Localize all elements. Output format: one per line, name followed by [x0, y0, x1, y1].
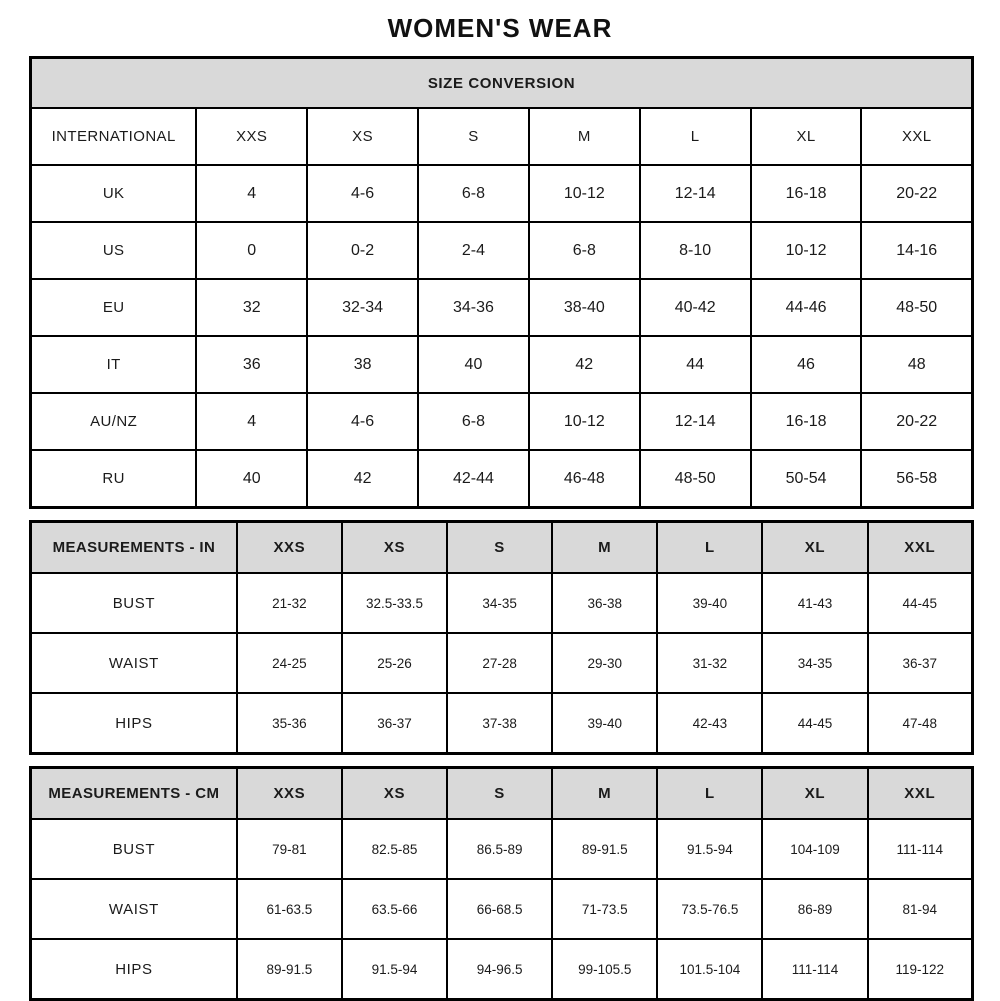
measurement-cell: 34-35	[447, 573, 552, 633]
size-cell: 48-50	[861, 279, 972, 336]
measurements-cm-header-row	[31, 768, 973, 820]
measurement-cell: 36-38	[552, 573, 657, 633]
size-column-header: XS	[342, 768, 447, 820]
measurement-cell: 31-32	[657, 633, 762, 693]
size-cell: 32-34	[307, 279, 418, 336]
measurement-label: BUST	[31, 819, 237, 879]
region-label: EU	[31, 279, 197, 336]
region-label: UK	[31, 165, 197, 222]
measurement-cell: 44-45	[868, 573, 973, 633]
measurement-cell: 111-114	[868, 819, 973, 879]
measurement-cell: 86-89	[762, 879, 867, 939]
measurement-label: HIPS	[31, 693, 237, 754]
size-column-label: S	[418, 108, 529, 165]
size-column-label: XS	[307, 108, 418, 165]
size-cell: 14-16	[861, 222, 972, 279]
size-cell: 12-14	[640, 393, 751, 450]
size-cell: 44	[640, 336, 751, 393]
measurement-row-hips	[31, 693, 973, 754]
measurement-cell: 39-40	[552, 693, 657, 754]
international-sizes-row	[31, 108, 973, 165]
size-cell: 40-42	[640, 279, 751, 336]
size-conversion-table	[29, 56, 974, 509]
size-cell: 6-8	[418, 165, 529, 222]
measurement-label: WAIST	[31, 879, 237, 939]
measurement-label: WAIST	[31, 633, 237, 693]
size-cell: 16-18	[751, 165, 862, 222]
size-row-au-nz	[31, 393, 973, 450]
measurement-cell: 81-94	[868, 879, 973, 939]
size-column-header: XXS	[237, 522, 342, 574]
measurement-cell: 86.5-89	[447, 819, 552, 879]
measurement-cell: 36-37	[868, 633, 973, 693]
size-column-header: XXS	[237, 768, 342, 820]
measurement-row-hips	[31, 939, 973, 1000]
measurement-row-waist	[31, 633, 973, 693]
size-column-label: XL	[751, 108, 862, 165]
size-cell: 12-14	[640, 165, 751, 222]
measurements-in-title: MEASUREMENTS - IN	[31, 522, 237, 574]
measurement-cell: 24-25	[237, 633, 342, 693]
size-row-ru	[31, 450, 973, 508]
region-label: AU/NZ	[31, 393, 197, 450]
measurement-row-bust	[31, 573, 973, 633]
size-cell: 46-48	[529, 450, 640, 508]
size-column-label: L	[640, 108, 751, 165]
size-column-header: S	[447, 522, 552, 574]
size-cell: 42	[307, 450, 418, 508]
size-cell: 46	[751, 336, 862, 393]
size-cell: 6-8	[418, 393, 529, 450]
size-cell: 44-46	[751, 279, 862, 336]
measurement-cell: 119-122	[868, 939, 973, 1000]
size-cell: 10-12	[529, 393, 640, 450]
size-column-header: XL	[762, 522, 867, 574]
size-row-uk	[31, 165, 973, 222]
size-cell: 16-18	[751, 393, 862, 450]
size-cell: 38-40	[529, 279, 640, 336]
measurement-cell: 89-91.5	[237, 939, 342, 1000]
measurements-cm-title: MEASUREMENTS - CM	[31, 768, 237, 820]
size-cell: 10-12	[529, 165, 640, 222]
measurement-cell: 35-36	[237, 693, 342, 754]
measurement-cell: 91.5-94	[657, 819, 762, 879]
size-row-eu	[31, 279, 973, 336]
size-conversion-header-row	[31, 58, 973, 109]
measurements-in-header-row	[31, 522, 973, 574]
measurement-cell: 44-45	[762, 693, 867, 754]
measurement-cell: 82.5-85	[342, 819, 447, 879]
measurement-label: BUST	[31, 573, 237, 633]
size-cell: 20-22	[861, 393, 972, 450]
size-cell: 32	[196, 279, 307, 336]
size-column-label: M	[529, 108, 640, 165]
measurement-cell: 89-91.5	[552, 819, 657, 879]
region-label: IT	[31, 336, 197, 393]
measurement-cell: 27-28	[447, 633, 552, 693]
measurement-cell: 101.5-104	[657, 939, 762, 1000]
size-cell: 56-58	[861, 450, 972, 508]
size-cell: 6-8	[529, 222, 640, 279]
measurements-cm-table	[29, 766, 974, 1001]
measurement-row-bust	[31, 819, 973, 879]
measurements-in-table	[29, 520, 974, 755]
measurement-cell: 104-109	[762, 819, 867, 879]
measurement-cell: 41-43	[762, 573, 867, 633]
measurement-cell: 91.5-94	[342, 939, 447, 1000]
size-cell: 10-12	[751, 222, 862, 279]
size-column-header: S	[447, 768, 552, 820]
measurement-label: HIPS	[31, 939, 237, 1000]
size-cell: 38	[307, 336, 418, 393]
size-cell: 40	[196, 450, 307, 508]
measurement-cell: 79-81	[237, 819, 342, 879]
size-column-header: XXL	[868, 768, 973, 820]
size-cell: 40	[418, 336, 529, 393]
measurement-cell: 29-30	[552, 633, 657, 693]
measurement-cell: 66-68.5	[447, 879, 552, 939]
measurement-cell: 37-38	[447, 693, 552, 754]
size-column-header: L	[657, 522, 762, 574]
size-column-header: M	[552, 768, 657, 820]
size-column-label: XXS	[196, 108, 307, 165]
size-cell: 4-6	[307, 393, 418, 450]
measurement-cell: 63.5-66	[342, 879, 447, 939]
measurement-cell: 94-96.5	[447, 939, 552, 1000]
size-column-header: XL	[762, 768, 867, 820]
size-cell: 34-36	[418, 279, 529, 336]
measurement-row-waist	[31, 879, 973, 939]
size-cell: 8-10	[640, 222, 751, 279]
international-label: INTERNATIONAL	[31, 108, 197, 165]
measurement-cell: 42-43	[657, 693, 762, 754]
size-cell: 0	[196, 222, 307, 279]
size-cell: 2-4	[418, 222, 529, 279]
size-column-label: XXL	[861, 108, 972, 165]
measurement-cell: 34-35	[762, 633, 867, 693]
size-cell: 48-50	[640, 450, 751, 508]
measurement-cell: 39-40	[657, 573, 762, 633]
size-cell: 42	[529, 336, 640, 393]
size-column-header: L	[657, 768, 762, 820]
region-label: RU	[31, 450, 197, 508]
measurement-cell: 61-63.5	[237, 879, 342, 939]
size-column-header: M	[552, 522, 657, 574]
measurement-cell: 21-32	[237, 573, 342, 633]
size-cell: 42-44	[418, 450, 529, 508]
measurement-cell: 32.5-33.5	[342, 573, 447, 633]
size-cell: 20-22	[861, 165, 972, 222]
region-label: US	[31, 222, 197, 279]
measurement-cell: 36-37	[342, 693, 447, 754]
size-cell: 4	[196, 393, 307, 450]
size-column-header: XXL	[868, 522, 973, 574]
measurement-cell: 99-105.5	[552, 939, 657, 1000]
measurement-cell: 73.5-76.5	[657, 879, 762, 939]
measurement-cell: 111-114	[762, 939, 867, 1000]
measurement-cell: 25-26	[342, 633, 447, 693]
measurement-cell: 47-48	[868, 693, 973, 754]
size-cell: 50-54	[751, 450, 862, 508]
size-row-us	[31, 222, 973, 279]
size-column-header: XS	[342, 522, 447, 574]
size-cell: 4	[196, 165, 307, 222]
size-cell: 0-2	[307, 222, 418, 279]
size-cell: 4-6	[307, 165, 418, 222]
page-title: WOMEN'S WEAR	[387, 12, 613, 43]
size-cell: 36	[196, 336, 307, 393]
size-cell: 48	[861, 336, 972, 393]
size-conversion-title: SIZE CONVERSION	[31, 58, 973, 109]
measurement-cell: 71-73.5	[552, 879, 657, 939]
size-row-it	[31, 336, 973, 393]
